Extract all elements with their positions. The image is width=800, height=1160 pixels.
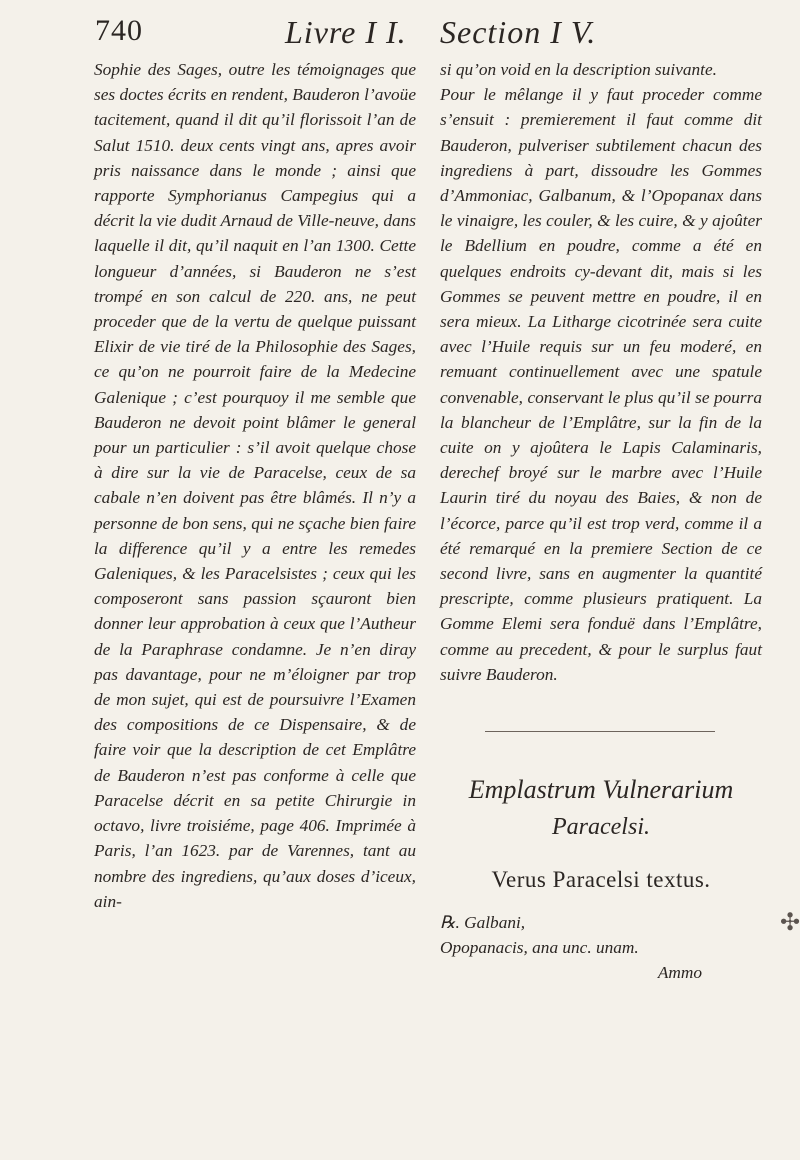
source-line: Verus Paracelsi textus. — [491, 867, 711, 893]
running-head-section: Section I V. — [440, 14, 597, 50]
right-column — [440, 57, 762, 986]
recipe-title: Emplastrum Vulnerarium — [468, 775, 734, 805]
margin-mark-icon: ✣ — [780, 908, 800, 936]
running-head-book: Livre I I. — [285, 14, 407, 50]
page-header — [95, 14, 760, 54]
recipe-line: Opopanacis, ana unc. unam. — [440, 938, 639, 958]
recipe-title-subline: Paracelsi. — [552, 814, 650, 841]
section-divider — [485, 731, 715, 732]
body-paragraph: Pour le mêlange il y faut proceder comme s’ensuit : premierement il faut comme dit Bauderon, pulveriser subtilement chacun des ingrediens à part, dissoudre les Gommes d’Ammoniac, Galbanum, & l’Opopanax dans le vinaigre, les couler, & les cuire, & y ajoûter le Bdellium en poudre, comme a été en quelques endroits cy-devant dit, mais si les Gommes se peuvent mettre en poudre, il en sera mieux. La Litharge cicotrinée sera cuite avec l’Huile requis sur un feu moderé, en remuant continuellement avec une spatule convenable, conservant le plus qu’il se pourra la blancheur de l’Emplâtre, sur la fin de la cuite on y ajoûtera le Lapis Calaminaris, derechef broyé sur le marbre avec l’Huile Laurin tiré du noyau des Baies, & non de l’écorce, parce qu’il est trop verd, comme il a été remarqué en la premiere Section de ce second livre, sans en augmenter la quantité prescripte, comme plusieurs pratiquent. La Gomme Elemi sera fonduë dans l’Emplâtre, comme au precedent, & pour le surplus faut suivre Bauderon. — [440, 85, 762, 684]
left-column — [94, 57, 416, 914]
recipe-line: ℞. Galbani, — [440, 913, 526, 933]
recipe-list — [440, 910, 762, 986]
body-paragraph: Sophie des Sages, outre les témoignages que ses doctes écrits en rendent, Bauderon l’avoüe tacitement, quand il dit qu’il florissoit l’an de Salut 1510. deux cents vingt ans, apres avoir pris naissance dans le monde ; ainsi que rapporte Symphorianus Campegius qui a décrit la vie dudit Arnaud de Ville-neuve, dans laquelle il dit, qu’il naquit en l’an 1300. Cette longueur d’années, si Bauderon ne s’est trompé en son calcul de 220. ans, ne peut proceder que de la vertu de quelque puissant Elixir de vie tiré de la Philosophie des Sages, ce qu’on ne pourroit faire de la Medecine Galenique ; c’est pourquoy il me semble que Bauderon ne devoit point blâmer le general pour un particulier : s’il avoit quelque chose à dire sur la vie de Paracelse, ceux de sa cabale n’en doivent pas être blâmés. Il n’y a personne de bon sens, qui ne sçache bien faire la difference qu’il y a entre les remedes Galeniques, & les Paracelsistes ; ceux qui les composeront sans passion sçauront bien donner leur approbation à ceux que l’Autheur de la Paraphrase condamne. Je n’en diray pas davantage, pour ne m’éloigner par trop de mon sujet, qui est de poursuivre l’Examen des compositions de ce Dispensaire, & de faire voir que la description de cet Emplâtre de Bauderon n’est pas conforme à celle que Paracelse décrit en sa petite Chirurgie in octavo, livre troisiéme, page 406. Imprimée à Paris, l’an 1623. par de Varennes, tant au nombre des ingrediens, qu’aux doses d’iceux, ain- — [94, 60, 416, 911]
body-paragraph: si qu’on void en la description suivante. — [440, 60, 717, 79]
page-number: 740 — [95, 14, 143, 47]
catchword: Ammo — [657, 963, 702, 983]
